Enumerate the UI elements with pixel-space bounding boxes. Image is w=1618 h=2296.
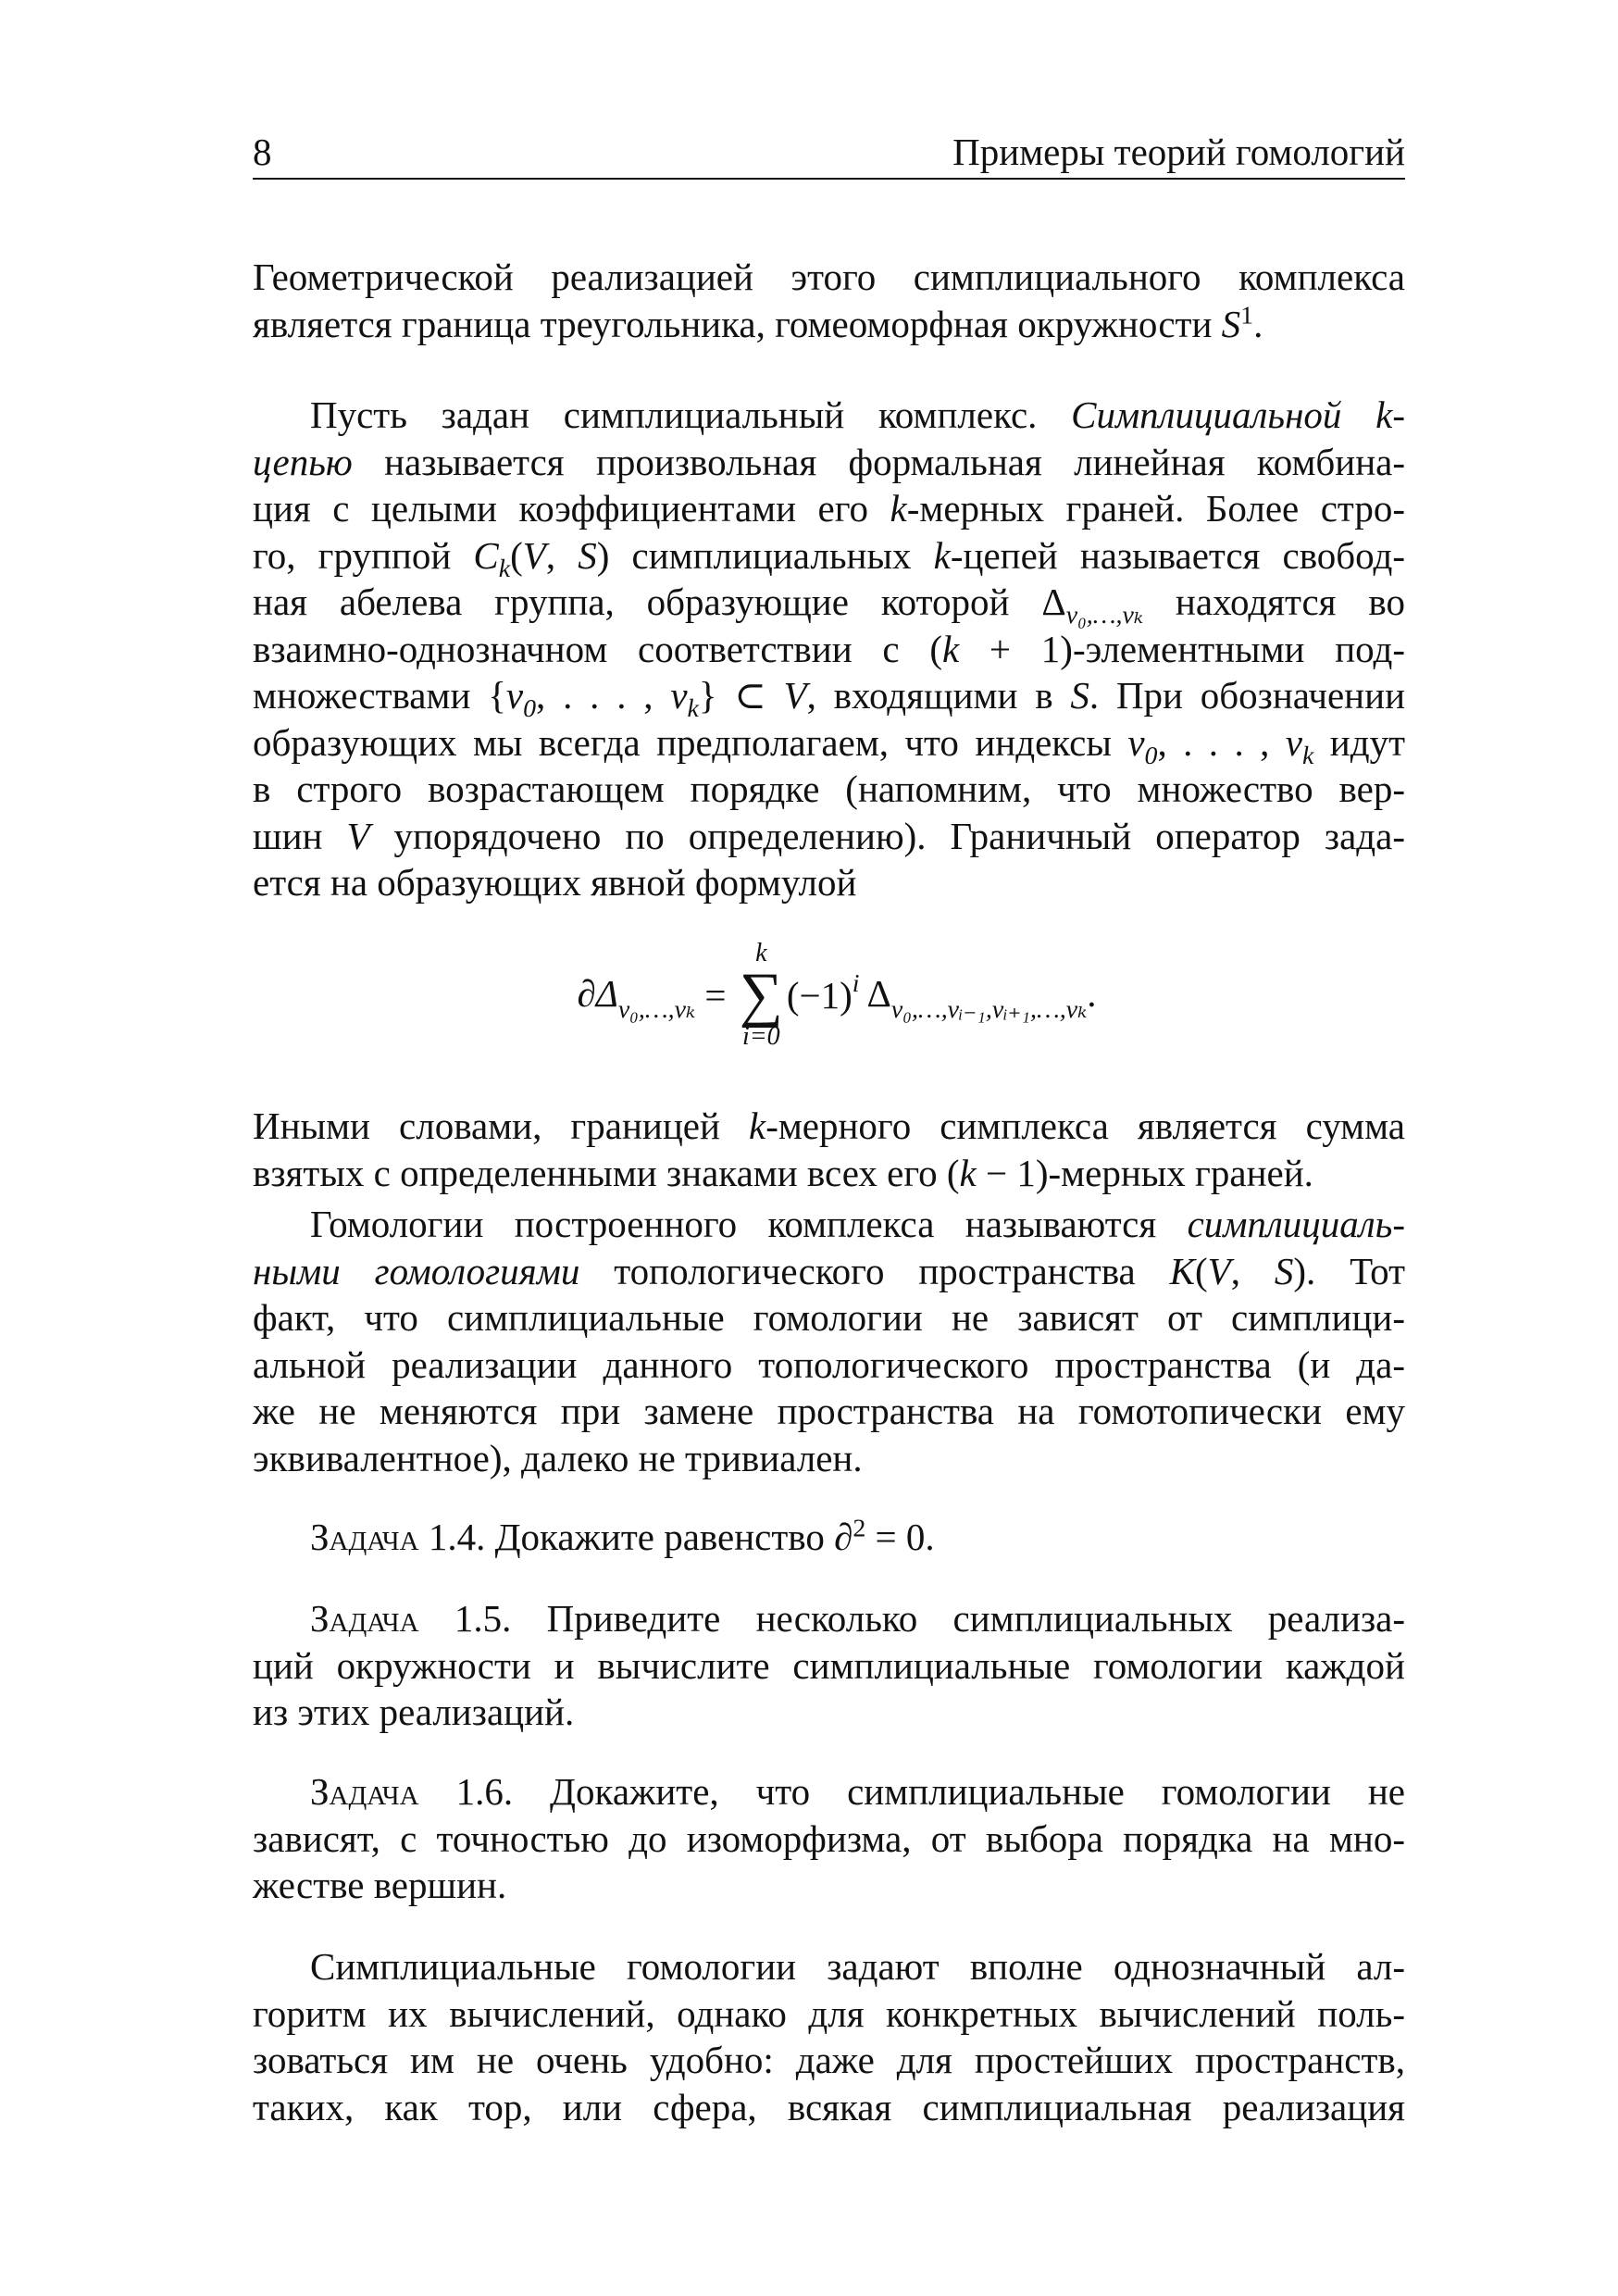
math-symbol: V [1207, 1249, 1231, 1292]
paragraph-simplicial-homology [253, 1201, 1405, 1481]
sum-lower-limit: i=0 [741, 1022, 780, 1051]
text-segment: альной реализации данного топологического пространства (и да- [253, 1342, 1405, 1386]
text-line [253, 1248, 1405, 1295]
running-header [253, 130, 1405, 180]
math-symbol: V [346, 814, 370, 857]
text-segment: топологического пространства [579, 1249, 1170, 1292]
text-segment: 1.5. Приведите несколько симплициальных реализа- [418, 1597, 1405, 1640]
text-segment: образующих мы всегда предполагаем, что индексы [253, 720, 1128, 764]
text-segment: Пусть задан симплициальный комплекс. [310, 393, 1072, 436]
math-symbol: k [933, 533, 951, 577]
formula-rhs-subscript: v₀,…,vᵢ₋₁,vᵢ₊₁,…,vₖ [890, 994, 1088, 1024]
text-segment: -цепей называется свобод- [950, 533, 1406, 577]
paragraph-simplicial-chains [253, 392, 1405, 906]
math-symbol: 0 [523, 694, 537, 724]
text-line [253, 1341, 1405, 1389]
text-line [253, 1816, 1405, 1863]
text-segment: + 1)-элементными под- [959, 627, 1405, 670]
math-symbol: S [1274, 1249, 1294, 1292]
paragraph-boundary-meaning [253, 1103, 1405, 1196]
text-line [253, 1294, 1405, 1341]
text-segment: называется произвольная формальная линейная комбина- [352, 440, 1405, 483]
text-line [253, 439, 1405, 486]
text-segment: Иными словами, границей [253, 1104, 749, 1147]
text-line [253, 766, 1405, 813]
math-symbol: k [942, 627, 960, 670]
text-line [253, 532, 1406, 583]
summation [740, 940, 783, 1051]
text-segment: множествами { [253, 674, 506, 717]
math-symbol: 1 [1240, 300, 1254, 330]
text-segment: , [1230, 1249, 1275, 1292]
math-symbol: V [522, 533, 546, 577]
formula-lhs [577, 966, 695, 1025]
math-symbol: k [959, 1151, 977, 1194]
math-symbol: v [505, 674, 524, 717]
text-line [253, 2037, 1405, 2084]
formula-lhs-subscript: v₀,…,vₖ [617, 994, 696, 1024]
formula-rhs-symbol: Δ [859, 971, 891, 1015]
text-segment: зоваться им не очень удобно: даже для простейших пространств, [253, 2039, 1405, 2081]
text-segment: , . . . , [1157, 720, 1286, 764]
text-segment: Геометрической реализацией этого симплициального комплекса [253, 256, 1405, 298]
text-segment: ( [510, 533, 523, 577]
text-segment: эквивалентное), далеко не тривиален. [253, 1436, 863, 1479]
math-symbol: S [578, 533, 597, 577]
formula-equals: = [695, 974, 736, 1017]
text-line [253, 485, 1405, 532]
text-segment: -мерных граней. Более стро- [906, 487, 1405, 530]
text-segment: находятся во [1143, 580, 1405, 623]
text-segment: . [1253, 302, 1263, 345]
text-segment: , . . . , [536, 674, 671, 717]
text-segment: упорядочено по определению). Граничный оператор зада- [369, 814, 1405, 857]
text-segment: ция с целыми коэффициентами его [253, 487, 890, 530]
math-symbol: v₀,…,vₖ [1065, 601, 1144, 630]
text-segment: ). Тот [1293, 1249, 1406, 1292]
paragraph-geometric-realization [253, 254, 1405, 347]
sum-upper-limit: k [755, 939, 767, 967]
text-line [253, 1768, 1405, 1816]
text-line [253, 1689, 1405, 1736]
text-segment: ций окружности и вычислите симплициальные гомологии каждой [253, 1643, 1405, 1687]
math-symbol: 2 [853, 1514, 866, 1543]
emphasized-term: симплициаль- [1187, 1203, 1405, 1245]
text-segment: взятых с определенными знаками всех его ( [253, 1151, 960, 1194]
text-segment: ) симплициальных [596, 533, 934, 577]
text-line [253, 392, 1405, 439]
math-symbol: V [783, 674, 807, 717]
text-segment: из этих реализаций. [253, 1691, 575, 1733]
text-line [253, 1103, 1405, 1150]
emphasized-term: - [1392, 393, 1406, 436]
formula-sign-exponent: i [852, 969, 860, 998]
math-symbol: S [1070, 674, 1089, 717]
text-segment: идут [1313, 720, 1405, 764]
text-segment: в строго возрастающем порядке (напомним, что множество вер- [253, 767, 1405, 810]
emphasized-term: Симплициальной [1071, 393, 1376, 436]
text-line [253, 301, 1405, 348]
sum-symbol: ∑ [739, 961, 783, 1029]
text-line [253, 1595, 1405, 1642]
problem-label: Задача [310, 1770, 419, 1813]
math-symbol: k [890, 487, 907, 530]
text-line [253, 2084, 1405, 2131]
text-line [253, 1642, 1405, 1690]
text-line [253, 719, 1405, 770]
text-segment: 1.4. Докажите равенство ∂ [418, 1516, 853, 1558]
math-symbol: k [1301, 741, 1314, 770]
text-line [253, 1862, 1405, 1909]
problem-label: Задача [310, 1516, 419, 1558]
math-symbol: v [1285, 720, 1302, 764]
text-segment: факт, что симплициальные гомологии не зависят от симплици- [253, 1296, 1405, 1339]
text-line [253, 579, 1405, 630]
problem-1-6 [253, 1768, 1405, 1909]
emphasized-term: цепью [253, 440, 353, 483]
text-segment: является граница треугольника, гомеоморфная окружности [253, 302, 1222, 345]
text-line [253, 1388, 1405, 1435]
text-segment: взаимно-однозначном соответствии с ( [253, 627, 942, 670]
formula-sign-term: (−1) [786, 974, 853, 1017]
text-line [253, 859, 1405, 906]
text-segment: зависят, с точностью до изоморфизма, от выбора порядка на мно- [253, 1816, 1405, 1860]
text-segment: шин [253, 814, 347, 857]
formula-lhs-symbol: ∂Δ [577, 971, 618, 1015]
math-symbol: k [498, 554, 511, 583]
problem-1-5 [253, 1595, 1405, 1736]
text-segment: -мерного симплекса является сумма [765, 1104, 1405, 1147]
text-line [253, 1201, 1405, 1248]
text-line [253, 813, 1405, 860]
text-segment: , [545, 533, 579, 577]
text-line [253, 1943, 1405, 1990]
paragraph-computation [253, 1943, 1405, 2130]
text-segment: жестве вершин. [253, 1864, 507, 1906]
text-segment: , входящими в [806, 674, 1071, 717]
text-segment: . При обозначении [1089, 674, 1406, 717]
math-symbol: v [1127, 720, 1145, 764]
text-line [253, 626, 1405, 673]
formula-rhs [860, 966, 1097, 1025]
page-number: 8 [253, 131, 272, 173]
problem-label: Задача [310, 1597, 419, 1640]
math-symbol: 0 [1144, 741, 1158, 770]
text-segment: горитм их вычислений, однако для конкретных вычислений поль- [253, 1991, 1405, 2035]
math-symbol: k [687, 694, 699, 724]
text-segment: же не меняются при замене пространства на гомотопически ему [253, 1390, 1405, 1432]
text-segment: = 0. [865, 1516, 935, 1558]
emphasized-term: ными гомологиями [253, 1249, 580, 1292]
text-segment: Гомологии построенного комплекса называются [310, 1203, 1188, 1245]
text-segment: го, группой [253, 533, 474, 577]
text-line [253, 1435, 1405, 1482]
formula-sign-part [787, 967, 860, 1023]
boundary-operator-formula [0, 935, 1618, 1055]
text-segment: − 1)-мерных граней. [976, 1151, 1313, 1194]
running-title: Примеры теорий гомологий [952, 131, 1405, 173]
text-line [253, 1514, 1405, 1561]
math-symbol: S [1221, 302, 1241, 345]
text-segment: ( [1194, 1249, 1208, 1292]
text-segment: ная абелева группа, образующие которой Δ [253, 580, 1066, 623]
text-segment: 1.6. Докажите, что симплициальные гомологии не [418, 1770, 1405, 1813]
math-symbol: k [748, 1104, 766, 1147]
text-line [253, 254, 1405, 301]
formula-period: . [1087, 971, 1097, 1015]
text-line [253, 672, 1406, 724]
math-symbol: C [473, 533, 499, 577]
math-symbol: v [670, 674, 688, 717]
math-symbol: k [1375, 393, 1393, 436]
text-segment: Симплициальные гомологии задают вполне однозначный ал- [310, 1945, 1405, 1988]
text-line [253, 1990, 1405, 2038]
text-segment: ется на образующих явной формулой [253, 861, 857, 904]
problem-1-4 [253, 1514, 1405, 1561]
math-symbol: K [1169, 1249, 1195, 1292]
text-segment: } ⊂ [698, 674, 784, 717]
text-line [253, 1150, 1405, 1197]
text-segment: таких, как тор, или сфера, всякая симплициальная реализация [253, 2085, 1405, 2128]
